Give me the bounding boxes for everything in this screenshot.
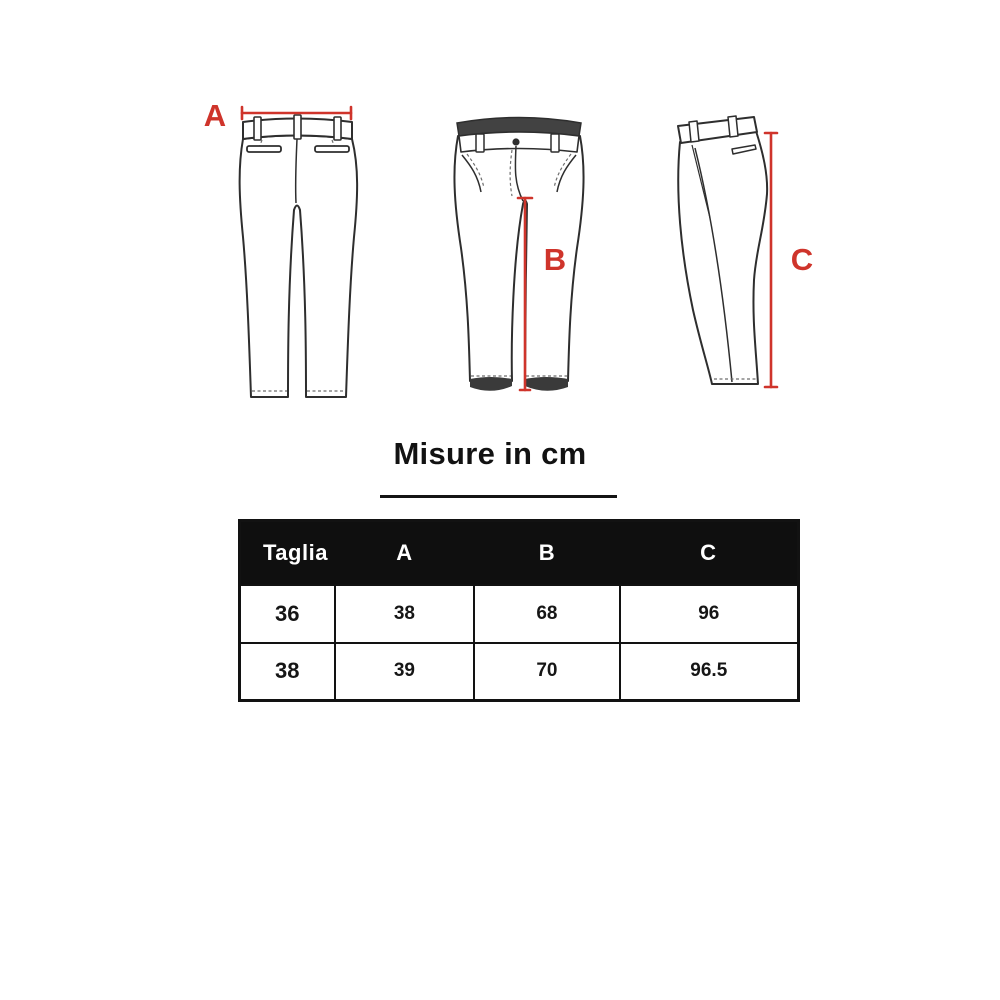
back-pocket (315, 146, 349, 152)
measure-label-c: C (790, 242, 814, 277)
size-table-header (240, 521, 799, 585)
belt-loop-icon (254, 117, 261, 140)
belt-loop-icon (551, 134, 559, 152)
outseam-measure-line (765, 133, 777, 387)
pants-front-view-drawing (428, 98, 593, 400)
table-header-cell: Taglia (240, 521, 335, 585)
table-header-row (240, 521, 799, 585)
button-icon (512, 138, 519, 145)
pants-side-view-drawing (655, 98, 825, 400)
table-row (240, 585, 799, 643)
table-row (240, 643, 799, 701)
belt-loop-icon (476, 134, 484, 152)
belt-loop-icon (294, 115, 301, 139)
pants-front-view (428, 98, 593, 400)
table-header-cell: A (335, 521, 475, 585)
page-title: Misure in cm (393, 436, 587, 471)
measure-label-a: A (203, 98, 227, 133)
belt-loop-icon (334, 117, 341, 140)
title-underline (380, 495, 617, 498)
belt-loop-icon (689, 121, 699, 142)
table-header-cell: B (474, 521, 619, 585)
table-cell: 38 (335, 585, 475, 643)
pants-back-body (240, 136, 358, 398)
belt-loop-icon (728, 116, 738, 137)
pants-side-view (655, 98, 825, 400)
table-cell-size: 36 (240, 585, 335, 643)
table-cell-size: 38 (240, 643, 335, 701)
table-cell: 96.5 (620, 643, 799, 701)
table-header-cell: C (620, 521, 799, 585)
table-cell: 96 (620, 585, 799, 643)
table-cell: 70 (474, 643, 619, 701)
hem-shade (525, 377, 568, 391)
table-cell: 68 (474, 585, 619, 643)
pants-back-view (195, 82, 370, 417)
table-cell: 39 (335, 643, 475, 701)
size-table (238, 519, 800, 702)
pants-side-body (678, 131, 767, 384)
measure-label-b: B (543, 242, 567, 277)
pants-back-view-drawing (195, 82, 370, 417)
back-pocket (247, 146, 281, 152)
hem-shade (470, 377, 512, 391)
